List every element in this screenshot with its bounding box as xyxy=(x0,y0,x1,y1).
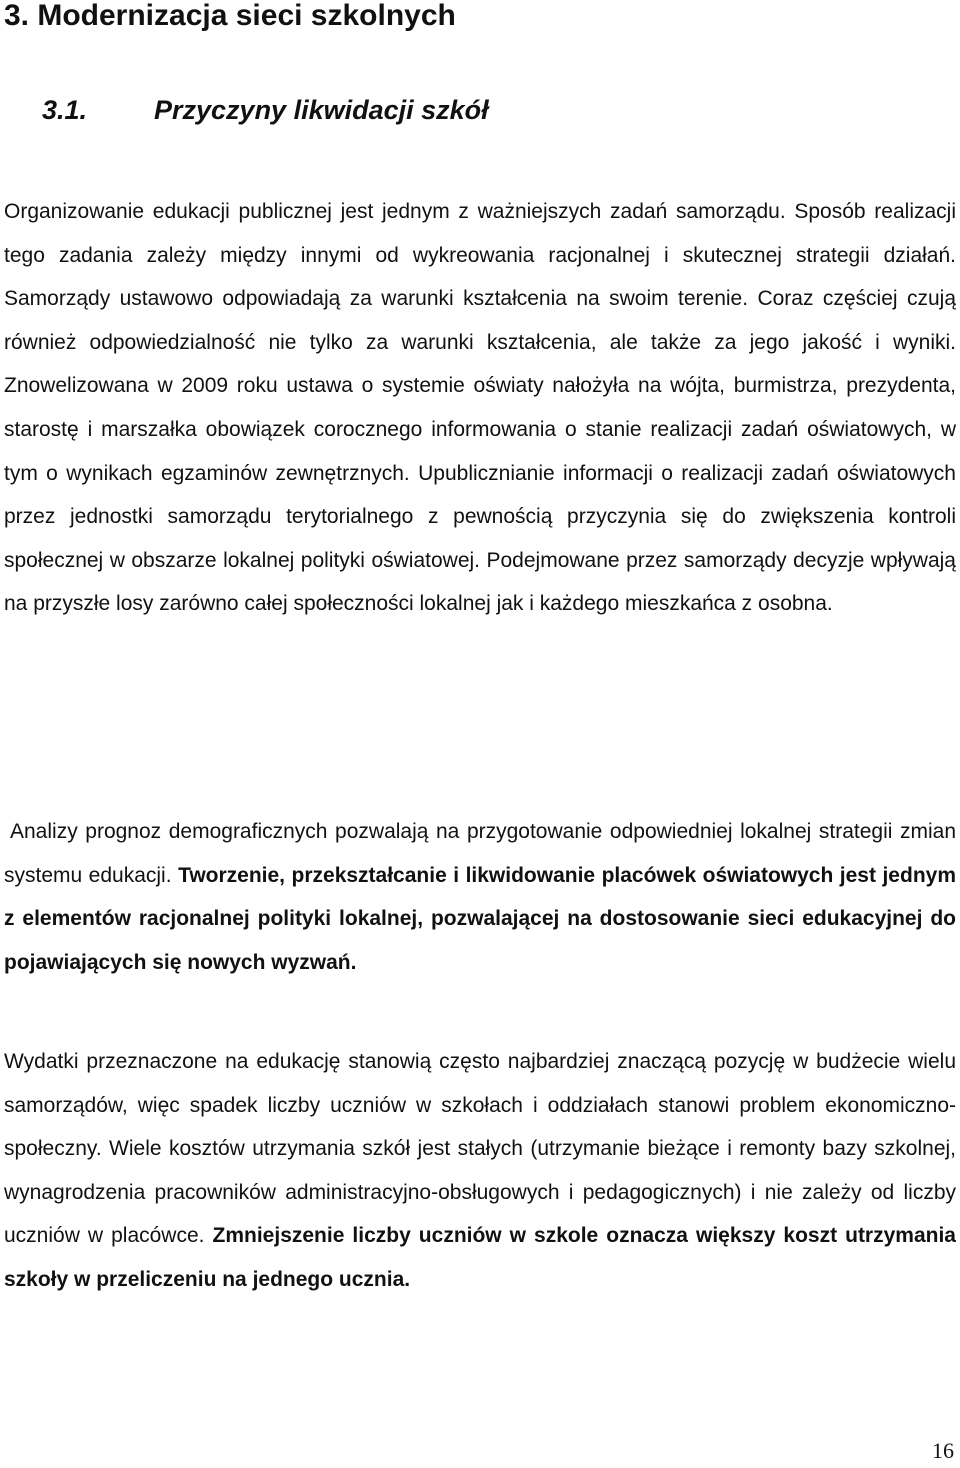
section-heading xyxy=(42,88,489,132)
paragraph-3-bold-text: Zmniejszenie liczby uczniów w szkole oznacza większy koszt utrzymania szkoły w przeliczeniu na jednego ucznia. xyxy=(4,1224,956,1291)
section-number: 3.1. xyxy=(42,95,88,125)
section-title: Przyczyny likwidacji szkół xyxy=(154,95,489,125)
paragraph-2-text: Analizy prognoz demograficznych pozwalają na przygotowanie odpowiedniej lokalnej strategii zmian systemu edukacji. xyxy=(4,820,956,887)
paragraph-3 xyxy=(4,1040,956,1302)
paragraph-3-text: Wydatki przeznaczone na edukację stanowią często najbardziej znaczącą pozycję w budżecie wielu samorządów, więc spadek liczby uczniów w szkołach i oddziałach stanowi problem ekonomiczno-społeczny. Wiele kosztów utrzymania szkół jest stałych (utrzymanie bieżące i remonty bazy szkolnej, wynagrodzenia pracowników administracyjno-obsługowych i pedagogicznych) i nie zależy od liczby uczniów w placówce. xyxy=(4,1050,956,1248)
page-number: 16 xyxy=(932,1438,954,1463)
paragraph-2-bold-text: Tworzenie, przekształcanie i likwidowanie placówek oświatowych jest jednym z elementów racjonalnej polityki lokalnej, pozwalającej na dostosowanie sieci edukacyjnej do pojawiających się nowych wyzwań. xyxy=(4,863,956,974)
paragraph-1: Organizowanie edukacji publicznej jest jednym z ważniejszych zadań samorządu. Sposób realizacji tego zadania zależy między innymi od wykreowania racjonalnej i skutecznej strategii działań. Samorządy ustawowo odpowiadają za warunki kształcenia na swoim terenie. Coraz częściej czują również odpowiedzialność nie tylko za warunki kształcenia, ale także za jego jakość i wyniki. Znowelizowana w 2009 roku ustawa o systemie oświaty nałożyła na wójta, burmistrza, prezydenta, starostę i marszałka obowiązek corocznego informowania o stanie realizacji zadań oświatowych, w tym o wynikach egzaminów zewnętrznych. Upublicznianie informacji o realizacji zadań oświatowych przez jednostki samorządu terytorialnego z pewnością przyczynia się do zwiększenia kontroli społecznej w obszarze lokalnej polityki oświatowej. Podejmowane przez samorządy decyzje wpływają na przyszłe losy zarówno całej społeczności lokalnej jak i każdego mieszkańca z osobna. xyxy=(4,200,956,616)
paragraph-2 xyxy=(4,810,956,984)
chapter-title: 3. Modernizacja sieci szkolnych xyxy=(4,0,456,32)
